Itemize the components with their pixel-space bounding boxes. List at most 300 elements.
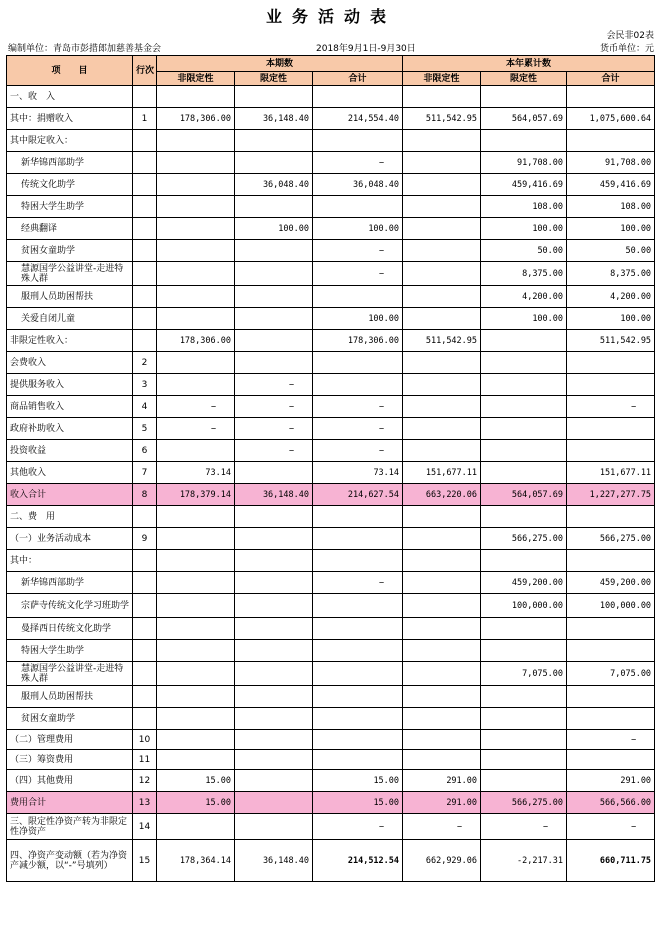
cell-cur-total [313,528,403,550]
cell-ytd-total [567,618,655,640]
row-line-number [133,708,157,730]
cell-cur-restricted: − [235,418,313,440]
row-line-number: 2 [133,352,157,374]
cell-ytd-total [567,506,655,528]
header-line: 行次 [133,56,157,86]
cell-cur-total [313,730,403,750]
row-line-number: 5 [133,418,157,440]
row-item-label: 慧源国学公益讲堂-走进特殊人群 [7,662,133,686]
cell-ytd-unrestricted: 291.00 [403,770,481,792]
row-item-label: （二）管理费用 [7,730,133,750]
cell-ytd-total: 1,075,600.64 [567,108,655,130]
cell-cur-total: 214,512.54 [313,840,403,882]
row-line-number [133,506,157,528]
cell-ytd-restricted [481,730,567,750]
unit-label: 编制单位：青岛市彭措郎加慈善基金会 [8,44,162,54]
cell-ytd-total: 8,375.00 [567,262,655,286]
cell-ytd-restricted: 566,275.00 [481,528,567,550]
cell-cur-restricted [235,528,313,550]
row-item-label: 非限定性收入： [7,330,133,352]
cell-cur-unrestricted [157,640,235,662]
cell-cur-total [313,550,403,572]
cell-ytd-unrestricted: 662,929.06 [403,840,481,882]
cell-ytd-restricted [481,86,567,108]
cell-ytd-total: 1,227,277.75 [567,484,655,506]
cell-ytd-unrestricted [403,730,481,750]
table-row [7,686,655,708]
cell-ytd-unrestricted: 511,542.95 [403,108,481,130]
cell-ytd-restricted: 100.00 [481,218,567,240]
cell-ytd-unrestricted [403,86,481,108]
header-ytd-total: 合计 [567,72,655,86]
cell-cur-unrestricted [157,550,235,572]
cell-ytd-restricted [481,374,567,396]
row-item-label: 特困大学生助学 [7,640,133,662]
cell-cur-total: − [313,152,403,174]
cell-cur-total [313,352,403,374]
row-item-label: 曼择西日传统文化助学 [7,618,133,640]
cell-cur-unrestricted [157,662,235,686]
table-row [7,528,655,550]
row-line-number [133,86,157,108]
table-row [7,240,655,262]
table-row [7,750,655,770]
cell-cur-unrestricted: 73.14 [157,462,235,484]
table-row [7,550,655,572]
cell-cur-total: − [313,240,403,262]
cell-ytd-total [567,708,655,730]
form-code: 会民非02表 [606,31,654,41]
cell-cur-total [313,686,403,708]
table-row [7,418,655,440]
cell-cur-restricted [235,792,313,814]
cell-cur-unrestricted [157,618,235,640]
cell-cur-total: 15.00 [313,792,403,814]
cell-cur-unrestricted [157,240,235,262]
row-item-label: 服刑人员助困帮扶 [7,686,133,708]
table-row [7,440,655,462]
cell-cur-restricted [235,330,313,352]
cell-ytd-total: 660,711.75 [567,840,655,882]
row-line-number: 4 [133,396,157,418]
row-item-label: 收入合计 [7,484,133,506]
row-line-number: 12 [133,770,157,792]
cell-cur-restricted [235,352,313,374]
cell-cur-unrestricted [157,506,235,528]
cell-ytd-unrestricted: 151,677.11 [403,462,481,484]
cell-cur-unrestricted [157,708,235,730]
table-row [7,840,655,882]
cell-cur-unrestricted: 15.00 [157,792,235,814]
cell-ytd-unrestricted [403,440,481,462]
cell-ytd-restricted [481,640,567,662]
row-item-label: 三、限定性净资产转为非限定性净资产 [7,814,133,840]
row-item-label: 政府补助收入 [7,418,133,440]
cell-cur-unrestricted: − [157,418,235,440]
cell-cur-unrestricted [157,528,235,550]
cell-ytd-restricted [481,130,567,152]
row-item-label: 提供服务收入 [7,374,133,396]
cell-cur-restricted [235,662,313,686]
cell-cur-total: 73.14 [313,462,403,484]
cell-cur-restricted [235,506,313,528]
cell-ytd-unrestricted [403,686,481,708]
cell-cur-unrestricted [157,286,235,308]
table-row [7,506,655,528]
cell-cur-restricted: 36,048.40 [235,174,313,196]
cell-ytd-total [567,640,655,662]
cell-cur-total: 178,306.00 [313,330,403,352]
cell-ytd-unrestricted [403,240,481,262]
table-row [7,174,655,196]
cell-cur-total: 214,554.40 [313,108,403,130]
cell-ytd-restricted: 4,200.00 [481,286,567,308]
row-item-label: 二、费 用 [7,506,133,528]
report-period: 2018年9月1日-9月30日 [316,44,416,54]
row-line-number [133,240,157,262]
row-item-label: 商品销售收入 [7,396,133,418]
row-item-label: 投资收益 [7,440,133,462]
cell-ytd-total [567,130,655,152]
cell-cur-restricted [235,550,313,572]
cell-cur-unrestricted: 178,364.14 [157,840,235,882]
cell-cur-restricted [235,686,313,708]
table-row [7,196,655,218]
cell-ytd-total: 459,416.69 [567,174,655,196]
row-item-label: 传统文化助学 [7,174,133,196]
cell-cur-restricted: 100.00 [235,218,313,240]
cell-cur-unrestricted: 178,306.00 [157,108,235,130]
row-line-number [133,618,157,640]
cell-ytd-unrestricted [403,130,481,152]
cell-ytd-total [567,550,655,572]
cell-cur-unrestricted [157,440,235,462]
cell-ytd-restricted: 459,416.69 [481,174,567,196]
cell-ytd-unrestricted: 663,220.06 [403,484,481,506]
table-row [7,286,655,308]
cell-cur-total [313,708,403,730]
row-item-label: 一、收 入 [7,86,133,108]
cell-ytd-total [567,440,655,462]
cell-cur-unrestricted [157,174,235,196]
cell-ytd-total: 7,075.00 [567,662,655,686]
row-line-number [133,686,157,708]
cell-ytd-unrestricted: 291.00 [403,792,481,814]
cell-cur-total [313,130,403,152]
cell-ytd-restricted: 564,057.69 [481,108,567,130]
cell-ytd-restricted [481,550,567,572]
cell-ytd-unrestricted: − [403,814,481,840]
cell-cur-unrestricted [157,814,235,840]
row-line-number: 8 [133,484,157,506]
cell-cur-restricted [235,572,313,594]
cell-ytd-total: 566,566.00 [567,792,655,814]
cell-cur-unrestricted [157,594,235,618]
cell-ytd-restricted [481,462,567,484]
cell-ytd-total [567,86,655,108]
row-item-label: （一）业务活动成本 [7,528,133,550]
table-row [7,396,655,418]
table-row [7,152,655,174]
cell-ytd-total: 100.00 [567,218,655,240]
cell-cur-unrestricted [157,130,235,152]
table-row [7,572,655,594]
cell-cur-restricted [235,814,313,840]
row-line-number: 6 [133,440,157,462]
cell-ytd-unrestricted [403,418,481,440]
cell-ytd-restricted: 100.00 [481,308,567,330]
cell-cur-total [313,750,403,770]
currency-label: 货币单位：元 [599,44,654,54]
cell-ytd-total: − [567,730,655,750]
cell-cur-total: 36,048.40 [313,174,403,196]
cell-ytd-restricted: 108.00 [481,196,567,218]
cell-cur-total [313,196,403,218]
row-line-number [133,308,157,330]
cell-ytd-unrestricted [403,572,481,594]
cell-ytd-restricted [481,418,567,440]
row-line-number: 7 [133,462,157,484]
cell-cur-total [313,662,403,686]
cell-cur-restricted [235,262,313,286]
row-item-label: 服刑人员助困帮扶 [7,286,133,308]
row-line-number: 11 [133,750,157,770]
row-item-label: 经典翻译 [7,218,133,240]
cell-cur-unrestricted [157,572,235,594]
cell-cur-restricted: − [235,440,313,462]
row-line-number [133,572,157,594]
row-item-label: 特困大学生助学 [7,196,133,218]
cell-cur-total [313,640,403,662]
cell-cur-total: 100.00 [313,218,403,240]
row-line-number [133,286,157,308]
header-ytd: 本年累计数 [403,56,655,72]
table-row [7,462,655,484]
cell-ytd-unrestricted [403,308,481,330]
cell-ytd-restricted: − [481,814,567,840]
row-line-number [133,330,157,352]
cell-ytd-total: − [567,814,655,840]
header-cur-restricted: 限定性 [235,72,313,86]
cell-ytd-unrestricted [403,750,481,770]
cell-ytd-unrestricted [403,506,481,528]
row-line-number [133,174,157,196]
cell-ytd-unrestricted [403,618,481,640]
header-cur-total: 合计 [313,72,403,86]
cell-ytd-restricted [481,396,567,418]
row-line-number: 9 [133,528,157,550]
cell-cur-restricted [235,750,313,770]
cell-ytd-total: 91,708.00 [567,152,655,174]
cell-ytd-restricted: -2,217.31 [481,840,567,882]
table-row [7,130,655,152]
cell-ytd-total: 459,200.00 [567,572,655,594]
row-line-number [133,262,157,286]
table-row [7,708,655,730]
cell-cur-unrestricted [157,86,235,108]
table-row [7,618,655,640]
cell-cur-restricted: 36,148.40 [235,484,313,506]
table-row [7,308,655,330]
cell-ytd-restricted: 8,375.00 [481,262,567,286]
cell-ytd-unrestricted [403,640,481,662]
cell-cur-unrestricted [157,152,235,174]
cell-cur-restricted [235,618,313,640]
cell-ytd-restricted [481,440,567,462]
row-item-label: （三）筹资费用 [7,750,133,770]
cell-ytd-unrestricted [403,396,481,418]
cell-ytd-total [567,374,655,396]
cell-ytd-unrestricted [403,262,481,286]
cell-cur-restricted: − [235,396,313,418]
row-line-number: 10 [133,730,157,750]
cell-ytd-unrestricted [403,528,481,550]
cell-cur-restricted [235,594,313,618]
cell-cur-total [313,594,403,618]
header-current-period: 本期数 [157,56,403,72]
cell-cur-unrestricted [157,374,235,396]
row-item-label: 慧源国学公益讲堂-走进特殊人群 [7,262,133,286]
row-line-number: 3 [133,374,157,396]
cell-cur-total: − [313,262,403,286]
cell-cur-restricted [235,240,313,262]
cell-ytd-unrestricted [403,662,481,686]
cell-cur-total: − [313,440,403,462]
cell-cur-total: 214,627.54 [313,484,403,506]
cell-cur-total: − [313,418,403,440]
table-row [7,792,655,814]
cell-ytd-total [567,686,655,708]
table-row [7,108,655,130]
cell-cur-unrestricted: 15.00 [157,770,235,792]
row-item-label: 费用合计 [7,792,133,814]
cell-ytd-restricted [481,330,567,352]
row-item-label: 关爱自闭儿童 [7,308,133,330]
header-cur-unrestricted: 非限定性 [157,72,235,86]
cell-cur-restricted [235,130,313,152]
row-item-label: 新华锦西部助学 [7,572,133,594]
cell-cur-restricted: 36,148.40 [235,840,313,882]
cell-ytd-total: 4,200.00 [567,286,655,308]
table-row [7,640,655,662]
header-item: 项 目 [7,56,133,86]
cell-cur-total: − [313,814,403,840]
cell-cur-total [313,506,403,528]
cell-ytd-total: 151,677.11 [567,462,655,484]
cell-ytd-total [567,352,655,374]
cell-ytd-restricted: 566,275.00 [481,792,567,814]
row-item-label: 其他收入 [7,462,133,484]
table-row [7,662,655,686]
row-line-number [133,594,157,618]
table-row [7,374,655,396]
cell-ytd-restricted: 100,000.00 [481,594,567,618]
cell-ytd-total: 100.00 [567,308,655,330]
row-item-label: 四、净资产变动额（若为净资产减少额，以“-”号填列） [7,840,133,882]
cell-ytd-total: 108.00 [567,196,655,218]
cell-cur-unrestricted [157,196,235,218]
cell-cur-restricted [235,640,313,662]
cell-cur-unrestricted: 178,379.14 [157,484,235,506]
cell-ytd-unrestricted [403,218,481,240]
table-row [7,730,655,750]
table-row [7,352,655,374]
cell-cur-restricted [235,152,313,174]
table-row [7,484,655,506]
table-row [7,770,655,792]
header-ytd-unrestricted: 非限定性 [403,72,481,86]
cell-cur-restricted [235,708,313,730]
cell-ytd-unrestricted [403,550,481,572]
cell-cur-restricted [235,462,313,484]
cell-cur-restricted [235,308,313,330]
cell-ytd-total [567,750,655,770]
cell-cur-restricted [235,730,313,750]
row-line-number: 14 [133,814,157,840]
cell-cur-restricted [235,86,313,108]
cell-cur-unrestricted: 178,306.00 [157,330,235,352]
row-item-label: 新华锦西部助学 [7,152,133,174]
cell-ytd-restricted [481,708,567,730]
cell-ytd-total: − [567,396,655,418]
cell-cur-unrestricted [157,262,235,286]
cell-cur-total [313,374,403,396]
cell-ytd-unrestricted [403,196,481,218]
table-row [7,594,655,618]
cell-cur-total [313,618,403,640]
cell-cur-unrestricted: − [157,396,235,418]
row-line-number [133,218,157,240]
cell-ytd-restricted [481,506,567,528]
cell-cur-total: − [313,572,403,594]
table-row [7,218,655,240]
row-item-label: 其中限定收入： [7,130,133,152]
cell-ytd-unrestricted [403,152,481,174]
cell-ytd-restricted [481,352,567,374]
cell-ytd-unrestricted [403,708,481,730]
cell-ytd-restricted: 91,708.00 [481,152,567,174]
row-item-label: （四）其他费用 [7,770,133,792]
cell-ytd-unrestricted [403,374,481,396]
cell-cur-unrestricted [157,352,235,374]
row-line-number [133,196,157,218]
cell-ytd-total: 50.00 [567,240,655,262]
cell-cur-unrestricted [157,750,235,770]
cell-cur-restricted: 36,148.40 [235,108,313,130]
cell-ytd-unrestricted [403,594,481,618]
cell-cur-total [313,86,403,108]
cell-cur-total [313,286,403,308]
report-title: 业务活动表 [265,7,396,26]
table-row [7,330,655,352]
cell-ytd-restricted [481,686,567,708]
row-item-label: 贫困女童助学 [7,708,133,730]
cell-cur-unrestricted [157,686,235,708]
row-line-number [133,130,157,152]
row-item-label: 贫困女童助学 [7,240,133,262]
cell-ytd-unrestricted [403,286,481,308]
row-line-number [133,152,157,174]
cell-ytd-restricted: 564,057.69 [481,484,567,506]
cell-ytd-restricted [481,618,567,640]
row-line-number: 13 [133,792,157,814]
cell-cur-restricted [235,770,313,792]
cell-cur-total: 15.00 [313,770,403,792]
row-item-label: 宗萨寺传统文化学习班助学 [7,594,133,618]
header-ytd-restricted: 限定性 [481,72,567,86]
cell-ytd-unrestricted [403,174,481,196]
cell-cur-unrestricted [157,218,235,240]
